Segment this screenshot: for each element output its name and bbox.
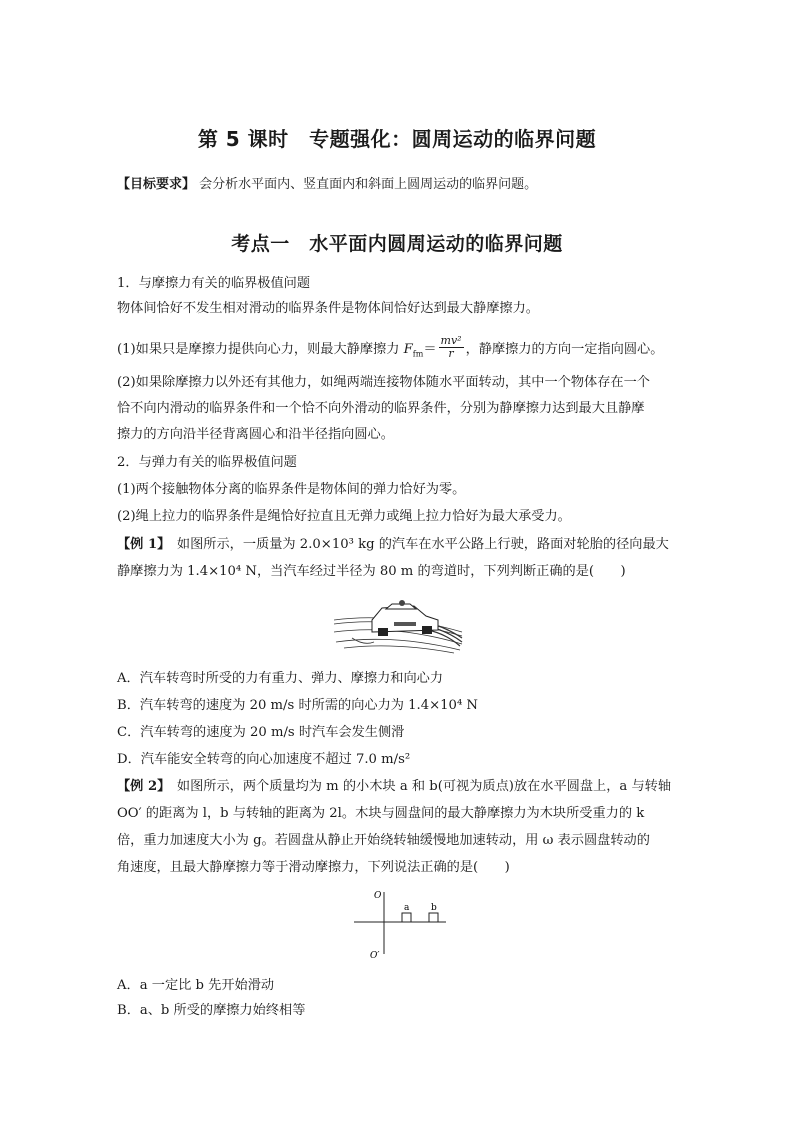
example1-option-b: B．汽车转弯的速度为 20 m/s 时所需的向心力为 1.4×10⁴ N [117,698,478,713]
axis-label-o: O [374,891,382,901]
goal-text: 会分析水平面内、竖直面内和斜面上圆周运动的临界问题。 [199,177,538,192]
formula-fraction: $\frac{\text{mv²}}{r}$ [440,334,462,360]
paragraph-elastic-case1: (1)两个接触物体分离的临界条件是物体间的弹力恰好为零。 [117,482,466,497]
example1-option-d: D．汽车能安全转弯的向心加速度不超过 7.0 m/s² [117,752,411,767]
example1-tag: 【例 1】 [117,537,164,552]
disk-figure [350,884,450,964]
block-label-b: b [431,903,437,913]
example2-line1: 【例 2】 如图所示，两个质量均为 m 的小木块 a 和 b(可视为质点)放在水平圆盘上，a 与转轴 [117,779,672,794]
axis-label-o-prime: O′ [370,951,380,961]
example2-tag: 【例 2】 [117,779,164,794]
example1-option-c: C．汽车转弯的速度为 20 m/s 时汽车会发生侧滑 [117,725,405,740]
paragraph-friction-case1: (1)如果只是摩擦力提供向心力，则最大静摩擦力 $F_{fm}=$ $\frac{\text{mv²}}{r}$ ，静摩擦力的方向一定指向圆心。 [117,334,664,360]
paragraph-friction-case2-line1: (2)如果除摩擦力以外还有其他力，如绳两端连接物体随水平面转动，其中一个物体存在一个 [117,375,650,390]
example1-option-a: A．汽车转弯时所受的力有重力、弹力、摩擦力和向心力 [117,671,444,686]
learning-goal [117,173,537,192]
paragraph-friction-intro: 物体间恰好不发生相对滑动的临界条件是物体间恰好达到最大静摩擦力。 [117,301,539,316]
example1-line1: 【例 1】 如图所示，一质量为 2.0×10³ kg 的汽车在水平公路上行驶，路面对轮胎的径向最大 [117,537,669,552]
example2-line3: 倍，重力加速度大小为 g。若圆盘从静止开始绕转轴缓慢地加速转动，用 ω 表示圆盘转动的 [117,833,650,848]
section-title: 考点一 水平面内圆周运动的临界问题 [231,233,563,255]
example2-line4: 角速度，且最大静摩擦力等于滑动摩擦力，下列说法正确的是( ) [117,860,510,875]
car-figure [334,592,464,654]
example2-option-a: A．a 一定比 b 先开始滑动 [117,978,275,993]
heading-friction: 1．与摩擦力有关的临界极值问题 [117,276,311,291]
heading-elastic: 2．与弹力有关的临界极值问题 [117,455,297,470]
example1-line2: 静摩擦力为 1.4×10⁴ N，当汽车经过半径为 80 m 的弯道时，下列判断正确的是( ) [117,564,626,579]
example2-line2: OO′ 的距离为 l，b 与转轴的距离为 2l。木块与圆盘间的最大静摩擦力为木块所受重力的 k [117,806,645,821]
paragraph-elastic-case2: (2)绳上拉力的临界条件是绳恰好拉直且无弹力或绳上拉力恰好为最大承受力。 [117,509,571,524]
paragraph-friction-case2-line2: 恰不向内滑动的临界条件和一个恰不向外滑动的临界条件，分别为静摩擦力达到最大且静摩 [117,401,645,416]
block-label-a: a [404,903,410,913]
example2-option-b: B．a、b 所受的摩擦力始终相等 [117,1003,306,1018]
goal-tag: 【目标要求】 [117,177,196,192]
page-title: 第 5 课时 专题强化：圆周运动的临界问题 [197,127,597,151]
paragraph-friction-case2-line3: 擦力的方向沿半径背离圆心和沿半径指向圆心。 [117,427,394,442]
